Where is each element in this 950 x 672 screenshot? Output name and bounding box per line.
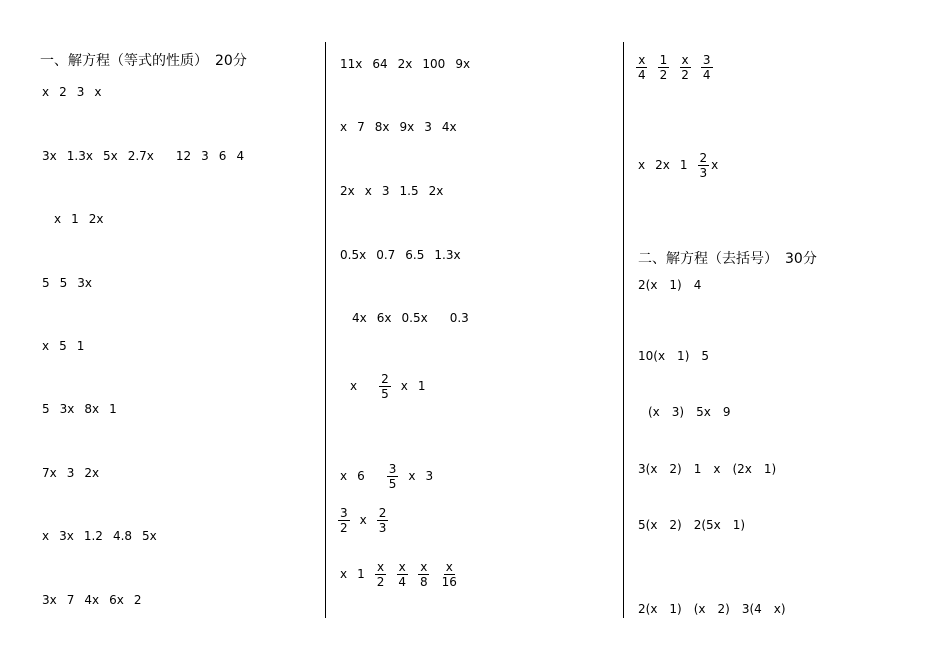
term: 2 bbox=[59, 85, 67, 99]
fraction-numerator: 3 bbox=[388, 462, 397, 476]
term: 8x bbox=[84, 402, 100, 416]
term: 3x bbox=[77, 276, 93, 290]
fraction bbox=[418, 560, 430, 589]
fraction-numerator: x bbox=[445, 560, 453, 574]
equation-c1-2 bbox=[42, 149, 254, 163]
fraction-denominator: 2 bbox=[659, 68, 668, 82]
term: 3x bbox=[59, 529, 74, 543]
term: 9x bbox=[455, 57, 471, 71]
column-divider-right bbox=[623, 42, 624, 618]
term: 0.5x bbox=[401, 311, 428, 325]
term: x bbox=[340, 120, 348, 134]
section-1-heading: 一、解方程（等式的性质） 20分 bbox=[40, 53, 247, 69]
term: 1 bbox=[109, 402, 117, 416]
equation-c2-9 bbox=[340, 560, 469, 589]
equation-c1-4 bbox=[42, 276, 102, 290]
term: 1 bbox=[679, 158, 688, 172]
fraction-denominator: 3 bbox=[378, 521, 387, 535]
equation-c2-6 bbox=[350, 372, 436, 401]
term: 4 bbox=[236, 149, 245, 163]
fraction-denominator: 2 bbox=[340, 521, 348, 535]
fraction bbox=[377, 506, 389, 535]
term: 7x bbox=[42, 466, 57, 480]
term: 2x bbox=[340, 184, 355, 198]
term: x bbox=[340, 469, 348, 483]
equation-c2-3 bbox=[340, 184, 453, 198]
term: 11x bbox=[340, 57, 363, 71]
term: x bbox=[711, 158, 719, 172]
term: 1.5 bbox=[399, 184, 419, 198]
equation-c1-5 bbox=[42, 339, 94, 353]
fraction bbox=[698, 151, 710, 180]
fraction bbox=[679, 53, 691, 82]
fraction bbox=[396, 560, 408, 589]
equation-c2-8 bbox=[338, 506, 398, 535]
term: 6.5 bbox=[405, 248, 425, 262]
term: 6 bbox=[218, 149, 227, 163]
term: 12 bbox=[175, 149, 192, 163]
term: x bbox=[408, 469, 416, 483]
equation-c1-3 bbox=[54, 212, 114, 226]
term: 1.2 bbox=[83, 529, 103, 543]
term: 2 bbox=[133, 593, 142, 607]
term: 5x bbox=[142, 529, 157, 543]
fraction-numerator: 3 bbox=[702, 53, 711, 67]
fraction bbox=[701, 53, 713, 82]
term: 64 bbox=[372, 57, 388, 71]
equation-c2-4 bbox=[340, 248, 471, 262]
term: 5 bbox=[42, 276, 50, 290]
term: x bbox=[340, 567, 348, 581]
fraction-numerator: x bbox=[638, 53, 646, 67]
term: 3 bbox=[76, 85, 85, 99]
term: 5 bbox=[59, 339, 67, 353]
equation-c3-s2-2: 10(x 1) 5 bbox=[638, 349, 710, 363]
term: 2x bbox=[655, 158, 670, 172]
term: 1.3x bbox=[434, 248, 461, 262]
term: 0.5x bbox=[340, 248, 367, 262]
term: x bbox=[42, 339, 50, 353]
equation-c3-2 bbox=[638, 151, 728, 180]
term: 1 bbox=[357, 567, 365, 581]
fraction bbox=[636, 53, 648, 82]
term: 4x bbox=[441, 120, 457, 134]
term: 3 bbox=[66, 466, 75, 480]
term: x bbox=[638, 158, 646, 172]
fraction-denominator: 4 bbox=[398, 575, 407, 589]
equation-c3-s2-4: 3(x 2) 1 x (2x 1) bbox=[638, 462, 777, 476]
equation-c3-s2-3: (x 3) 5x 9 bbox=[648, 405, 731, 419]
term: x bbox=[400, 379, 408, 393]
fraction bbox=[440, 560, 459, 589]
term: 2x bbox=[84, 466, 100, 480]
term: 0.3 bbox=[449, 311, 469, 325]
fraction-denominator: 16 bbox=[441, 575, 457, 589]
term: 2x bbox=[397, 57, 413, 71]
equation-c1-1 bbox=[42, 85, 112, 99]
fraction bbox=[387, 462, 399, 491]
term: 5 bbox=[59, 276, 68, 290]
term: 3 bbox=[381, 184, 390, 198]
equation-c1-6 bbox=[42, 402, 127, 416]
term: x bbox=[350, 379, 358, 393]
fraction-numerator: x bbox=[398, 560, 406, 574]
term: 6x bbox=[376, 311, 392, 325]
term: 5x bbox=[102, 149, 118, 163]
fraction-denominator: 5 bbox=[381, 387, 389, 401]
equation-c2-1 bbox=[340, 57, 480, 71]
term: 100 bbox=[422, 57, 446, 71]
term: x bbox=[94, 85, 102, 99]
fraction bbox=[375, 560, 387, 589]
term: 3x bbox=[42, 149, 57, 163]
term: 7 bbox=[66, 593, 75, 607]
equation-c3-1 bbox=[636, 53, 723, 82]
term: 9x bbox=[399, 120, 415, 134]
equation-c2-2 bbox=[340, 120, 467, 134]
term: 8x bbox=[374, 120, 390, 134]
term: 0.7 bbox=[376, 248, 396, 262]
equation-c2-7 bbox=[340, 462, 443, 491]
fraction-numerator: x bbox=[420, 560, 428, 574]
fraction-denominator: 5 bbox=[388, 477, 397, 491]
term: 2x bbox=[88, 212, 104, 226]
term: 4x bbox=[352, 311, 367, 325]
fraction-denominator: 4 bbox=[638, 68, 646, 82]
term: 3 bbox=[425, 469, 434, 483]
term: 3 bbox=[201, 149, 209, 163]
column-divider-left bbox=[325, 42, 326, 618]
section-2-heading: 二、解方程（去括号） 30分 bbox=[638, 251, 817, 267]
equation-c3-s2-6: 2(x 1) (x 2) 3(4 x) bbox=[638, 602, 786, 616]
fraction-numerator: 2 bbox=[381, 372, 389, 386]
term: 4.8 bbox=[112, 529, 133, 543]
term: 1.3x bbox=[66, 149, 93, 163]
equation-c1-7 bbox=[42, 466, 109, 480]
term: x bbox=[42, 529, 50, 543]
fraction-denominator: 4 bbox=[702, 68, 711, 82]
term: 5 bbox=[42, 402, 50, 416]
equation-c2-5 bbox=[352, 311, 479, 325]
term: x bbox=[359, 513, 367, 527]
term: 7 bbox=[357, 120, 365, 134]
fraction-denominator: 2 bbox=[681, 68, 689, 82]
term: 1 bbox=[76, 339, 85, 353]
fraction bbox=[658, 53, 670, 82]
fraction bbox=[379, 372, 391, 401]
fraction-numerator: 2 bbox=[378, 506, 387, 520]
fraction-numerator: x bbox=[377, 560, 385, 574]
term: 6x bbox=[109, 593, 124, 607]
term: x bbox=[364, 184, 372, 198]
term: 3 bbox=[424, 120, 432, 134]
equation-c3-s2-1: 2(x 1) 4 bbox=[638, 278, 702, 292]
fraction-numerator: 2 bbox=[699, 151, 708, 165]
term: 3x bbox=[42, 593, 57, 607]
fraction-numerator: 3 bbox=[340, 506, 348, 520]
equation-c1-9 bbox=[42, 593, 152, 607]
fraction-numerator: x bbox=[681, 53, 689, 67]
term: 2.7x bbox=[127, 149, 154, 163]
fraction bbox=[338, 506, 350, 535]
term: 2x bbox=[428, 184, 444, 198]
equation-c1-8 bbox=[42, 529, 167, 543]
equation-c3-s2-5: 5(x 2) 2(5x 1) bbox=[638, 518, 746, 532]
fraction-denominator: 2 bbox=[376, 575, 385, 589]
term: 6 bbox=[357, 469, 365, 483]
term: 1 bbox=[417, 379, 426, 393]
term: 3x bbox=[59, 402, 75, 416]
fraction-numerator: 1 bbox=[659, 53, 668, 67]
term: 4x bbox=[84, 593, 100, 607]
term: 1 bbox=[71, 212, 79, 226]
term: x bbox=[42, 85, 50, 99]
fraction-denominator: 8 bbox=[420, 575, 428, 589]
fraction-denominator: 3 bbox=[699, 166, 708, 180]
term: x bbox=[54, 212, 62, 226]
